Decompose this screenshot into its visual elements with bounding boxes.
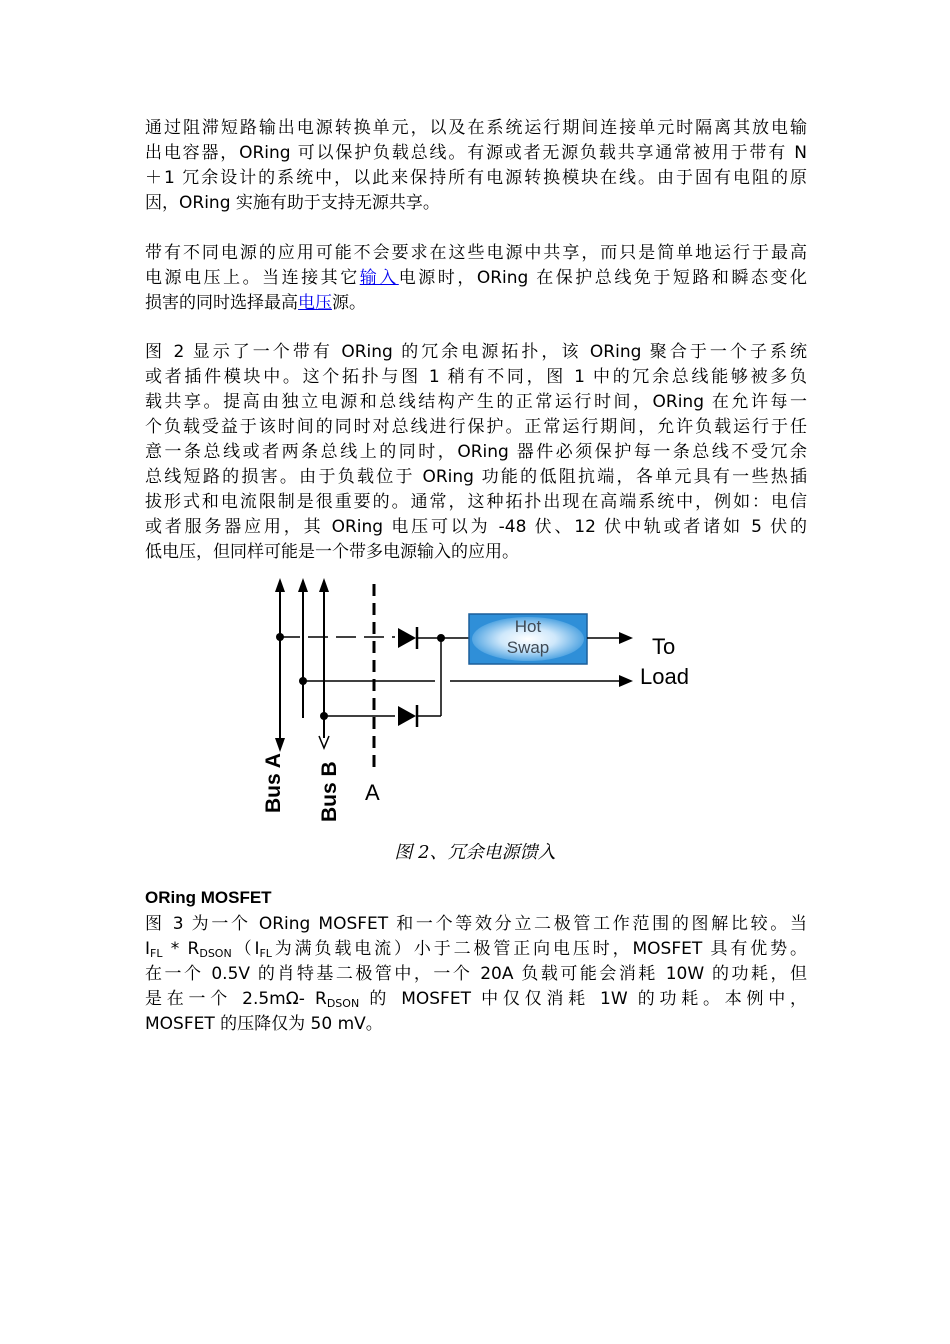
hot-swap-block: [469, 614, 587, 664]
subscript: DSON: [199, 947, 232, 960]
text-segment: 源。: [332, 293, 366, 313]
hot-swap-label-2: Swap: [506, 638, 550, 657]
text-line: [145, 266, 807, 291]
text-line: 通过阻滞短路输出电源转换单元，以及在系统运行期间连接单元时隔离其放电输: [145, 118, 807, 138]
text-line: [145, 987, 807, 1012]
paragraph-figure2-description: [145, 340, 807, 565]
text-line: 或者插件模块中。这个拓扑与图 1 稍有不同，图 1 中的冗余总线能够被多负: [145, 367, 807, 387]
text-line: 带有不同电源的应用可能不会要求在这些电源中共享，而只是简单地运行于最高: [145, 243, 807, 263]
text-segment: （I: [231, 939, 260, 959]
text-line: 因，ORing 实施有助于支持无源共享。: [145, 193, 440, 213]
to-label: To: [652, 634, 676, 659]
load-label: Load: [640, 664, 689, 689]
text-segment: 电源电压上。当连接其它: [145, 268, 360, 288]
bus-b-label: Bus B: [318, 761, 341, 822]
junction-dot: [320, 712, 328, 720]
link-voltage[interactable]: 电压: [298, 293, 332, 313]
text-line: [145, 291, 807, 316]
text-line: 或者服务器应用，其 ORing 电压可以为 -48 伏、12 伏中轨或者诸如 5 伏的: [145, 517, 807, 537]
output-arrow-hot-swap: [587, 632, 633, 644]
output-arrow-bypass: [450, 675, 633, 687]
paragraph-mosfet-comparison: [145, 912, 807, 1037]
text-line: ＋1 冗余设计的系统中，以此来保持所有电源转换模块在线。由于固有电阻的原: [145, 168, 807, 188]
text-line: 载共享。提高由独立电源和总线结构产生的正常运行时间，ORing 在允许每一: [145, 392, 807, 412]
paragraph-different-sources: [145, 241, 807, 316]
text-segment: * R: [162, 939, 200, 959]
text-segment: I: [145, 939, 151, 959]
text-segment: 为满负载电流）小于二极管正向电压时，MOSFET 具有优势。: [271, 939, 808, 959]
text-line: 在一个 0.5V 的肖特基二极管中，一个 20A 负载可能会消耗 10W 的功耗，但: [145, 964, 807, 984]
text-line: 总线短路的损害。由于负载位于 ORing 功能的低阻抗端，各单元具有一些热插: [145, 467, 807, 487]
text-line: 意一条总线或者两条总线上的同时，ORing 器件必须保护每一条总线不受冗余: [145, 442, 807, 462]
text-line: MOSFET 的压降仅为 50 mV。: [145, 1014, 383, 1034]
bus-a-label: Bus A: [262, 753, 285, 813]
bus-b-line: [319, 578, 329, 748]
boundary-a-label: A: [365, 780, 380, 805]
text-line: 低电压，但同样可能是一个带多电源输入的应用。: [145, 542, 519, 562]
paragraph-oring-intro: [145, 116, 807, 216]
text-line: 图 3 为一个 ORing MOSFET 和一个等效分立二极管工作范围的图解比较。当: [145, 914, 807, 934]
link-input[interactable]: 输入: [359, 268, 399, 288]
diode-2: [398, 705, 417, 727]
text-line: 图 2 显示了一个带有 ORing 的冗余电源拓扑，该 ORing 聚合于一个子系统: [145, 342, 807, 362]
subscript: FL: [259, 947, 272, 960]
text-segment: 电源时，ORing 在保护总线免于短路和瞬态变化: [398, 268, 808, 288]
hot-swap-label-1: Hot: [514, 617, 542, 636]
figure-caption: 图 2、冗余电源馈入: [394, 842, 556, 863]
junction-dot: [299, 677, 307, 685]
text-line: 出电容器，ORing 可以保护负载总线。有源或者无源负载共享通常被用于带有 N: [145, 143, 807, 163]
diode-1: [398, 627, 417, 649]
text-line: [145, 937, 807, 962]
junction-dot: [437, 634, 445, 642]
redundant-power-feed-diagram: [245, 570, 715, 832]
text-line: 拔形式和电流限制是很重要的。通常，这种拓扑出现在高端系统中，例如：电信: [145, 492, 807, 512]
subscript: DSON: [326, 997, 360, 1010]
text-segment: 的 MOSFET 中仅仅消耗 1W 的功耗。本例中，: [359, 989, 807, 1009]
junction-dot: [276, 633, 284, 641]
subscript: FL: [150, 947, 163, 960]
text-segment: 是在一个 2.5mΩ- R: [145, 989, 327, 1009]
text-segment: 损害的同时选择最高: [145, 293, 298, 313]
section-heading: ORing MOSFET: [145, 888, 272, 907]
bus-a-line: [275, 578, 285, 752]
text-line: 个负载受益于该时间的同时对总线进行保护。正常运行期间，允许负载运行于任: [145, 417, 807, 437]
